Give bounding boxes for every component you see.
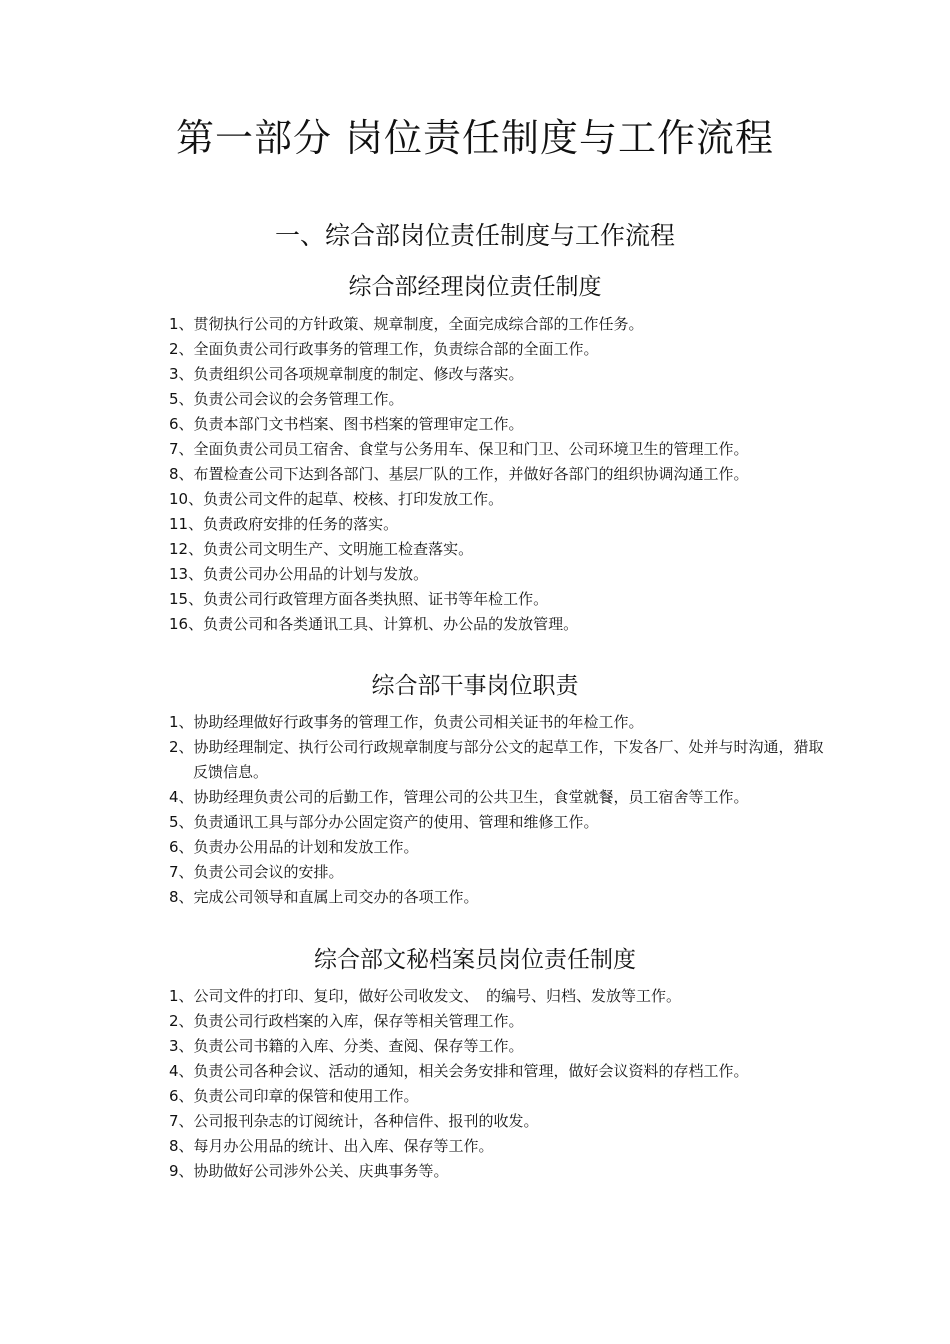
- secretary-duty-list: [169, 984, 829, 1184]
- list-item: 13、负责公司办公用品的计划与发放。: [169, 565, 429, 583]
- list-item: 3、负责公司书籍的入库、分类、查阅、保存等工作。: [169, 1037, 524, 1055]
- list-item: 7、公司报刊杂志的订阅统计，各种信件、报刊的收发。: [169, 1112, 539, 1130]
- list-item: 4、协助经理负责公司的后勤工作，管理公司的公共卫生，食堂就餐，员工宿舍等工作。: [169, 788, 749, 806]
- subsection-title-manager: 综合部经理岗位责任制度: [348, 274, 602, 300]
- section-title: 一、综合部岗位责任制度与工作流程: [274, 221, 675, 250]
- list-item: 10、负责公司文件的起草、校核、打印发放工作。: [169, 490, 504, 508]
- subsection-title-secretary: 综合部文秘档案员岗位责任制度: [314, 947, 636, 973]
- list-item: 9、协助做好公司涉外公关、庆典事务等。: [169, 1162, 449, 1180]
- list-item: 4、负责公司各种会议、活动的通知，相关会务安排和管理，做好会议资料的存档工作。: [169, 1062, 749, 1080]
- list-item: 8、每月办公用品的统计、出入库、保存等工作。: [169, 1137, 494, 1155]
- list-item: 2、全面负责公司行政事务的管理工作，负责综合部的全面工作。: [169, 340, 599, 358]
- list-item: 5、负责通讯工具与部分办公固定资产的使用、管理和维修工作。: [169, 813, 599, 831]
- list-item: 7、全面负责公司员工宿舍、食堂与公务用车、保卫和门卫、公司环境卫生的管理工作。: [169, 440, 749, 458]
- clerk-duty-list: [169, 710, 829, 910]
- list-item: 1、公司文件的打印、复印，做好公司收发文、 的编号、归档、发放等工作。: [169, 987, 682, 1005]
- list-item: 1、协助经理做好行政事务的管理工作，负责公司相关证书的年检工作。: [169, 713, 644, 731]
- list-item: 7、负责公司会议的安排。: [169, 863, 344, 881]
- list-item: 3、负责组织公司各项规章制度的制定、修改与落实。: [169, 365, 524, 383]
- list-item: 12、负责公司文明生产、文明施工检查落实。: [169, 540, 474, 558]
- list-item: 15、负责公司行政管理方面各类执照、证书等年检工作。: [169, 590, 549, 608]
- list-item: 1、贯彻执行公司的方针政策、规章制度，全面完成综合部的工作任务。: [169, 315, 644, 333]
- list-item: 2、负责公司行政档案的入库，保存等相关管理工作。: [169, 1012, 524, 1030]
- list-item: 6、负责公司印章的保管和使用工作。: [169, 1087, 419, 1105]
- page-title: 第一部分 岗位责任制度与工作流程: [175, 116, 775, 160]
- subsection-title-clerk: 综合部干事岗位职责: [371, 673, 579, 699]
- list-item: 8、完成公司领导和直属上司交办的各项工作。: [169, 888, 479, 906]
- list-item: 8、布置检查公司下达到各部门、基层厂队的工作，并做好各部门的组织协调沟通工作。: [169, 465, 749, 483]
- list-item: 6、负责办公用品的计划和发放工作。: [169, 838, 419, 856]
- list-item: 2、协助经理制定、执行公司行政规章制度与部分公文的起草工作，下发各厂、处并与时沟通，猎取反馈信息。: [169, 738, 824, 781]
- list-item: 11、负责政府安排的任务的落实。: [169, 515, 399, 533]
- manager-duty-list: [169, 312, 829, 637]
- list-item: 6、负责本部门文书档案、图书档案的管理审定工作。: [169, 415, 524, 433]
- list-item: 5、负责公司会议的会务管理工作。: [169, 390, 404, 408]
- list-item: 16、负责公司和各类通讯工具、计算机、办公品的发放管理。: [169, 615, 579, 633]
